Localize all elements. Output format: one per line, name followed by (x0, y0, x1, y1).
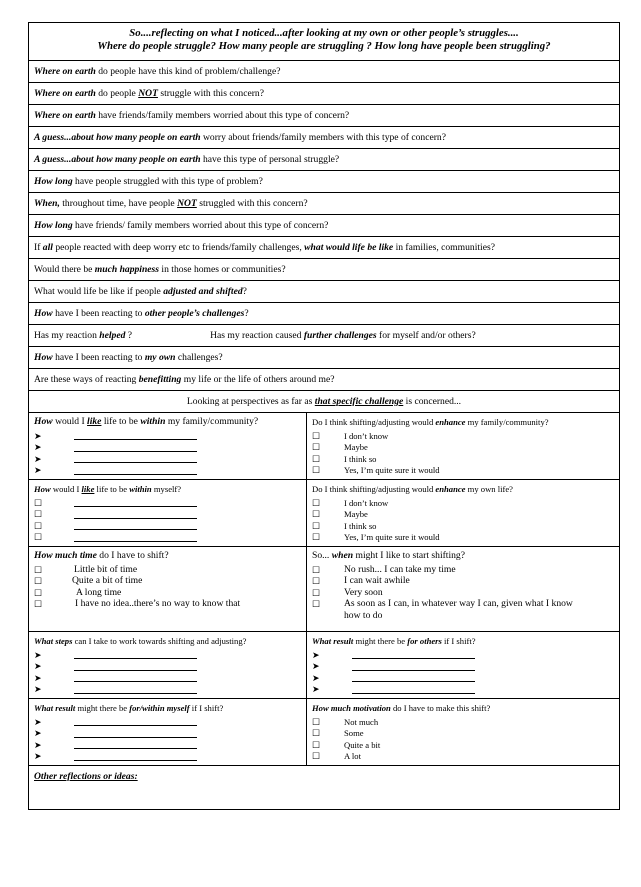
bullet-icon: ➤ (34, 442, 42, 453)
bullet-icon: ➤ (34, 716, 42, 727)
worksheet-table (28, 22, 620, 810)
question-row: What would life be like if people adjusted and shifted? (29, 281, 620, 303)
perspectives-heading: Looking at perspectives as far as that specific challenge is concerned... (29, 391, 620, 413)
title-line-1: So....reflecting on what I noticed...after looking at my own or other people’s struggles.... (129, 27, 519, 39)
bullet-icon: ➤ (34, 453, 42, 464)
checkbox-icon[interactable]: ☐ (312, 587, 321, 598)
answer-line[interactable] (74, 650, 197, 659)
checkbox-icon[interactable]: ☐ (34, 599, 43, 610)
enhance-own-life-cell: Do I think shifting/adjusting would enhance my own life? ☐ I don’t know ☐ Maybe ☐ I think so ☐ Yes, I’m quite sure it would (307, 480, 620, 547)
checkbox-icon[interactable]: ☐ (34, 576, 43, 587)
bullet-icon: ➤ (34, 684, 42, 695)
enhance-community-cell: Do I think shifting/adjusting would enhance my family/community? ☐ I don’t know ☐ Maybe ☐ I think so ☐ Yes, I’m quite sure it would (307, 413, 620, 480)
answer-line[interactable] (74, 466, 197, 475)
bullet-icon: ➤ (312, 672, 320, 683)
result-for-myself-cell: What result might there be for/within myself if I shift? ➤ ➤ ➤ ➤ (29, 699, 307, 766)
question-row: When, throughout time, have people NOT struggled with this concern? (29, 193, 620, 215)
question-row: How long have friends/ family members worried about this type of concern? (29, 215, 620, 237)
question-row: If all people reacted with deep worry etc to friends/family challenges, what would life be like in families, communities? (29, 237, 620, 259)
checkbox-icon[interactable]: ☐ (312, 728, 321, 739)
answer-line[interactable] (74, 510, 197, 519)
bullet-icon: ➤ (34, 649, 42, 660)
checkbox-icon[interactable]: ☐ (34, 564, 43, 575)
answer-line[interactable] (74, 752, 197, 761)
answer-line[interactable] (74, 533, 197, 542)
question-row: Where on earth have friends/family members worried about this type of concern? (29, 105, 620, 127)
checkbox-icon[interactable]: ☐ (312, 520, 321, 531)
answer-line[interactable] (74, 662, 197, 671)
checkbox-icon[interactable]: ☐ (34, 509, 43, 520)
answer-line[interactable] (74, 717, 197, 726)
answer-line[interactable] (352, 662, 475, 671)
checkbox-icon[interactable]: ☐ (312, 465, 321, 476)
bullet-icon: ➤ (34, 739, 42, 750)
answer-line[interactable] (74, 685, 197, 694)
question-row: How long have people struggled with this type of problem? (29, 171, 620, 193)
bullet-icon: ➤ (312, 649, 320, 660)
title-line-2: Where do people struggle? How many people are struggling ? How long have people been struggling? (97, 40, 551, 52)
question-row: Are these ways of reacting benefitting my life or the life of others around me? (29, 369, 620, 391)
checkbox-icon[interactable]: ☐ (312, 564, 321, 575)
checkbox-icon[interactable]: ☐ (312, 599, 321, 610)
checkbox-icon[interactable]: ☐ (312, 442, 321, 453)
worksheet-title (29, 23, 620, 61)
bullet-icon: ➤ (34, 672, 42, 683)
other-reflections-label: Other reflections or ideas: (34, 771, 138, 782)
question-row: Would there be much happiness in those homes or communities? (29, 259, 620, 281)
answer-line[interactable] (74, 740, 197, 749)
question-row: A guess...about how many people on earth have this type of personal struggle? (29, 149, 620, 171)
when-start-shifting-cell: So... when might I like to start shifting? ☐ No rush... I can take my time ☐ I can wait awhile ☐ Very soon ☐ As soon as I can, in whatever way I can, given what I know how to do (307, 547, 620, 632)
like-life-community-cell: How would I like life to be within my family/community? ➤ ➤ ➤ ➤ (29, 413, 307, 480)
question-row: Has my reaction helped ? Has my reaction caused further challenges for myself and/or others? (29, 325, 620, 347)
bullet-icon: ➤ (34, 661, 42, 672)
worksheet (28, 22, 619, 810)
answer-line[interactable] (352, 673, 475, 682)
other-reflections-cell[interactable] (29, 766, 620, 810)
bullet-icon: ➤ (34, 751, 42, 762)
answer-line[interactable] (74, 454, 197, 463)
how-much-time-cell: How much time do I have to shift? ☐ Little bit of time ☐ Quite a bit of time ☐ A long time ☐ I have no idea..there’s no way to know that (29, 547, 307, 632)
checkbox-icon[interactable]: ☐ (312, 739, 321, 750)
bullet-icon: ➤ (312, 661, 320, 672)
checkbox-icon[interactable]: ☐ (34, 520, 43, 531)
like-life-myself-cell: How would I like life to be within myself? ☐ ☐ ☐ ☐ (29, 480, 307, 547)
bullet-icon: ➤ (312, 684, 320, 695)
answer-line[interactable] (74, 443, 197, 452)
question-row: How have I been reacting to other people’s challenges? (29, 303, 620, 325)
checkbox-icon[interactable]: ☐ (312, 576, 321, 587)
question-row: Where on earth do people NOT struggle with this concern? (29, 83, 620, 105)
answer-line[interactable] (352, 650, 475, 659)
question-row: A guess...about how many people on earth worry about friends/family members with this type of concern? (29, 127, 620, 149)
result-for-others-cell: What result might there be for others if I shift? ➤ ➤ ➤ ➤ (307, 632, 620, 699)
checkbox-icon[interactable]: ☐ (312, 716, 321, 727)
bullet-icon: ➤ (34, 430, 42, 441)
checkbox-icon[interactable]: ☐ (312, 430, 321, 441)
question-row: Where on earth do people have this kind of problem/challenge? (29, 61, 620, 83)
answer-line[interactable] (74, 673, 197, 682)
checkbox-icon[interactable]: ☐ (312, 532, 321, 543)
checkbox-icon[interactable]: ☐ (34, 587, 43, 598)
answer-line[interactable] (74, 498, 197, 507)
bullet-icon: ➤ (34, 465, 42, 476)
checkbox-icon[interactable]: ☐ (312, 751, 321, 762)
motivation-cell: How much motivation do I have to make this shift? ☐ Not much ☐ Some ☐ Quite a bit ☐ A lot (307, 699, 620, 766)
checkbox-icon[interactable]: ☐ (34, 532, 43, 543)
answer-line[interactable] (74, 729, 197, 738)
question-row: How have I been reacting to my own challenges? (29, 347, 620, 369)
checkbox-icon[interactable]: ☐ (312, 509, 321, 520)
answer-line[interactable] (352, 685, 475, 694)
answer-line[interactable] (74, 521, 197, 530)
what-steps-cell: What steps can I take to work towards shifting and adjusting? ➤ ➤ ➤ ➤ (29, 632, 307, 699)
checkbox-icon[interactable]: ☐ (34, 497, 43, 508)
answer-line[interactable] (74, 431, 197, 440)
checkbox-icon[interactable]: ☐ (312, 497, 321, 508)
checkbox-icon[interactable]: ☐ (312, 453, 321, 464)
bullet-icon: ➤ (34, 728, 42, 739)
